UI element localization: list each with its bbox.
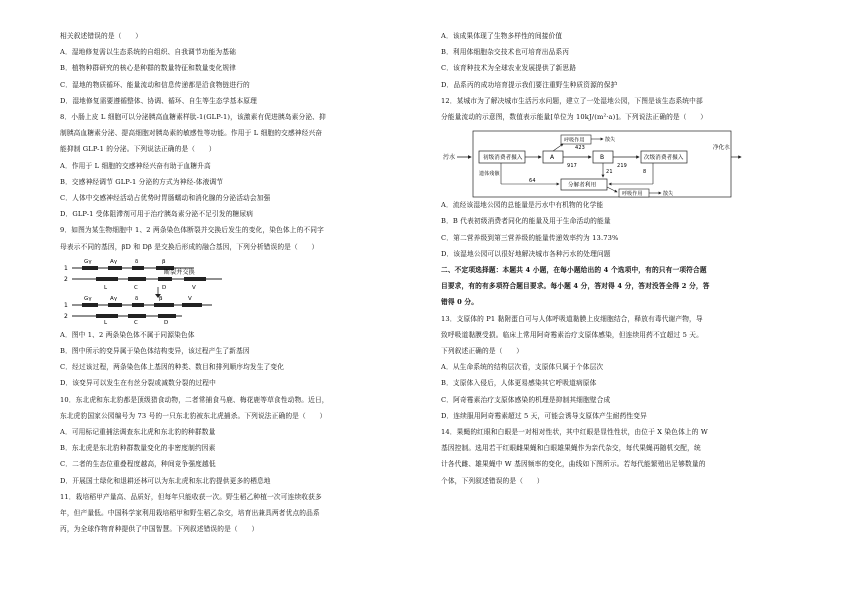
gene-label-delta: δ	[135, 258, 139, 265]
q10-option-a: A．可用标记重捕法调查东北虎和东北豹的种群数量	[60, 428, 216, 437]
q9-stem-line1: 9．如图为某生物细胞中 1、2 两条染色体断裂并交换后发生的变化，染色体上的不同字	[60, 226, 324, 235]
q9-option-b: B．图中所示的变异属于染色体结构变异，该过程产生了新基因	[60, 347, 250, 356]
outflow-label: 净化水	[713, 145, 730, 152]
gene-label-d-after: D	[164, 319, 169, 325]
gene-block	[82, 303, 98, 307]
q14-stem-line1: 14．果蝇的红眼和白眼是一对相对性状，其中红眼是显性性状，由位于 X 染色体上的 W	[441, 428, 708, 437]
q8-option-a: A．作用于 L 细胞的交感神经兴奋有助于血糖升高	[60, 161, 211, 170]
gene-block	[108, 266, 122, 270]
q9-stem-line2: 母表示不同的基因，βD 和 Dβ 是交换后形成的融合基因，下列分析错误的是（ ）	[60, 242, 319, 251]
arrow-icon	[553, 144, 563, 151]
loss-bottom-label: 散失	[663, 191, 674, 198]
q11-option-b: B．利用体细胞杂交技术也可培育出品系丙	[441, 48, 570, 57]
gene-block	[158, 314, 176, 318]
value-64: 64	[529, 178, 536, 185]
q8-option-b: B．交感神经调节 GLP-1 分泌的方式为神经-体液调节	[60, 177, 224, 186]
value-21: 21	[606, 169, 613, 176]
gene-block	[96, 314, 118, 318]
q13-stem-line1: 13．支原体的 P1 黏附蛋白可与人体呼吸道黏膜上皮细胞结合，释放有毒代谢产物，导	[441, 314, 703, 323]
gene-label-g-after: Gγ	[84, 295, 92, 302]
gene-block	[132, 303, 144, 307]
q13-option-d: D．连续服用阿奇霉素超过 5 天，可能会诱导支原体产生耐药性变异	[441, 411, 647, 420]
q12-option-b: B．B 代表初级消费者同化的能量及用于生命活动的能量	[441, 217, 611, 226]
chromosome-exchange-figure	[62, 257, 362, 325]
q9-option-c: C．经过该过程，两条染色体上基因的种类、数目和排列顺序均发生了变化	[60, 363, 285, 372]
q14-stem-line3: 计各代雌、雄果蝇中 W 基因频率的变化，曲线如下图所示。若每代能繁殖出足够数量的	[441, 460, 706, 469]
arrow-icon	[607, 187, 617, 192]
q7-option-a: A．湿地修复需以生态系统的自组织、自我调节功能为基础	[60, 48, 236, 57]
q13-stem-line3: 下列叙述正确的是（ ）	[441, 347, 524, 356]
gene-block	[184, 277, 206, 281]
gene-label-beta: β	[162, 258, 166, 265]
q12-stem-line2: 分能量流动的示意图，数值表示能量[单位为 10kJ/(m²·a)]。下列说法正确的是（ ）	[441, 113, 708, 122]
gene-label-delta-after: δ	[135, 295, 139, 302]
q11-stem-line3: 丙，为全球作物育种提供了中国智慧。下列叙述错误的是（ ）	[60, 525, 259, 534]
box-b-label: B	[600, 154, 605, 162]
section-header-line2: 目要求，有的有多项符合题目要求。每小题 4 分，答对得 4 分，答对没答全得 2 分，答	[441, 282, 710, 291]
gene-block	[82, 266, 98, 270]
q8-stem-line2: 制胰高血糖素分泌、提高细胞对胰岛素的敏感性等功能。作用于 L 细胞的交感神经兴奋	[60, 129, 323, 138]
gene-label-a: Aγ	[110, 258, 118, 265]
q8-option-c: C．人体中交感神经活动占优势时胃肠蠕动和消化腺的分泌活动会加强	[60, 194, 271, 203]
energy-flow-diagram	[443, 127, 743, 205]
q8-stem-line1: 8．小肠上皮 L 细胞可以分泌胰高血糖素样肽-1(GLP-1)，该激素有促进胰岛素分泌、抑	[60, 113, 326, 122]
gene-label-c-after: C	[134, 319, 138, 325]
gene-block	[108, 303, 122, 307]
q10-stem-line1: 10．东北虎和东北豹都是顶级猎食动物，二者常捕食马鹿、梅花鹿等草食性动物。近日，	[60, 395, 329, 404]
section-header-line3: 错得 0 分。	[441, 298, 479, 307]
q9-option-d: D．该变异可以发生在有丝分裂或减数分裂的过程中	[60, 379, 216, 388]
row-label-2: 2	[64, 275, 68, 283]
row-label-2-after: 2	[64, 312, 68, 320]
q10-option-d: D．开展国土绿化和退耕还林可以为东北虎和东北豹提供更多的栖息地	[60, 476, 271, 485]
secondary-consumer-label: 次级消费者摄入	[644, 155, 684, 162]
value-423: 423	[575, 145, 585, 152]
q14-stem-line2: 基因控制。选用若干红眼雌果蝇和白眼雄果蝇作为亲代杂交，每代果蝇再随机交配，统	[441, 444, 701, 453]
value-219: 219	[617, 163, 627, 170]
gene-label-a-after: Aγ	[110, 295, 118, 302]
q9-option-a: A．图中 1、2 两条染色体不属于同源染色体	[60, 330, 195, 339]
q8-option-d: D．GLP-1 受体阻滞剂可用于治疗胰岛素分泌不足引发的糖尿病	[60, 210, 254, 219]
gene-label-v-after: V	[188, 295, 192, 302]
q11-stem-line2: 年，但产量低。中国科学家利用栽培稻甲和野生稻乙杂交，培育出兼具两者优点的品系	[60, 509, 320, 518]
exchange-arrow-label: 断裂并交换	[164, 268, 195, 276]
q12-option-a: A．流经该湿地公园的总能量是污水中有机物的化学能	[441, 201, 604, 210]
q11-option-a: A．该成果体现了生物多样性的间接价值	[441, 32, 563, 40]
gene-label-l-after: L	[104, 319, 108, 325]
gene-label-g: Gγ	[84, 258, 92, 265]
right-column	[441, 28, 791, 489]
energy-flow-figure	[443, 127, 743, 198]
q12-option-d: D．该湿地公园可以很好地解决城市各种污水的处理问题	[441, 249, 611, 258]
gene-block	[128, 314, 146, 318]
primary-consumer-label: 初级消费者摄入	[483, 155, 523, 162]
gene-label-d: D	[162, 284, 167, 291]
q11-option-d: D．品系丙的成功培育提示我们要注重野生种质资源的保护	[441, 80, 618, 89]
respiration-top-label: 呼吸作用	[564, 137, 585, 144]
gene-block	[182, 303, 202, 307]
q13-option-b: B．支原体入侵后，人体更易感染其它呼吸道病原体	[441, 379, 597, 388]
box-a-label: A	[550, 154, 555, 162]
q13-option-c: C．阿奇霉素治疗支原体感染的机理是抑制其细胞壁合成	[441, 395, 611, 404]
gene-block	[96, 277, 118, 281]
value-8: 8	[643, 169, 647, 176]
gene-label-beta-after: β	[159, 295, 163, 302]
q14-stem-line4: 个体，下列叙述错误的是（ ）	[441, 476, 544, 485]
row-label-1-after: 1	[64, 301, 68, 309]
q7-option-c: C．湿地的物质循环、能量流动和信息传递都是沿食物链进行的	[60, 80, 250, 89]
q10-option-c: C．二者的生态位重叠程度越高，种间竞争强度越低	[60, 460, 216, 469]
row-label-1: 1	[64, 264, 68, 272]
q7-option-b: B．植物种群研究的核心是种群的数量特征和数量变化规律	[60, 64, 236, 73]
q12-stem-line1: 12．某城市为了解决城市生活污水问题，建立了一处湿地公园，下图是该生态系统中部	[441, 96, 703, 105]
gene-label-c: C	[134, 284, 138, 291]
q11-option-c: C．该育种技术为全球农业发展提供了新思路	[441, 64, 577, 73]
q10-option-b: B．东北虎是东北豹种群数量变化的非密度制约因素	[60, 444, 216, 453]
gene-block	[158, 277, 172, 281]
value-917: 917	[567, 163, 577, 170]
q10-stem-line2: 东北虎豹国家公园编号为 73 号的一只东北豹被东北虎捕杀。下列说法正确的是（ ）	[60, 411, 327, 420]
section-header-line1: 二、不定项选择题：本题共 4 小题，在每小题给出的 4 个选项中，有的只有一项符合题	[441, 266, 707, 275]
chromosome-exchange-diagram	[62, 257, 362, 325]
q13-stem-line2: 致呼吸道黏膜受损。临床上常用阿奇霉素治疗支原体感染，但连续用药不宜超过 5 天。	[441, 330, 703, 339]
gene-block	[154, 303, 174, 307]
respiration-bottom-label: 呼吸作用	[622, 191, 643, 198]
q12-option-c: C．第二营养级到第三营养级的能量传递效率约为 13.73%	[441, 233, 619, 242]
decomposer-label: 分解者利用	[568, 182, 597, 189]
q11-stem-line1: 11．栽培稻甲产量高、品质好，但每年只能收获一次。野生稻乙种植一次可连续收获多	[60, 492, 322, 501]
q7-intro: 相关叙述错误的是（ ）	[60, 32, 143, 40]
gene-label-v: V	[192, 284, 196, 291]
q8-stem-line3: 能抑制 GLP-1 的分泌。下列说法正确的是（ ）	[60, 145, 216, 154]
gene-label-l: L	[104, 284, 108, 291]
q13-option-a: A．从生命系统的结构层次看，支原体只属于个体层次	[441, 363, 604, 372]
remains-label: 遗体残骸	[479, 171, 500, 178]
left-column	[60, 28, 405, 537]
q7-option-d: D．湿地修复需要遵循整体、协调、循环、自生等生态学基本原理	[60, 96, 257, 105]
inflow-label: 污水	[443, 154, 456, 162]
loss-top-label: 散失	[605, 137, 616, 144]
gene-block	[132, 266, 144, 270]
gene-block	[128, 277, 146, 281]
